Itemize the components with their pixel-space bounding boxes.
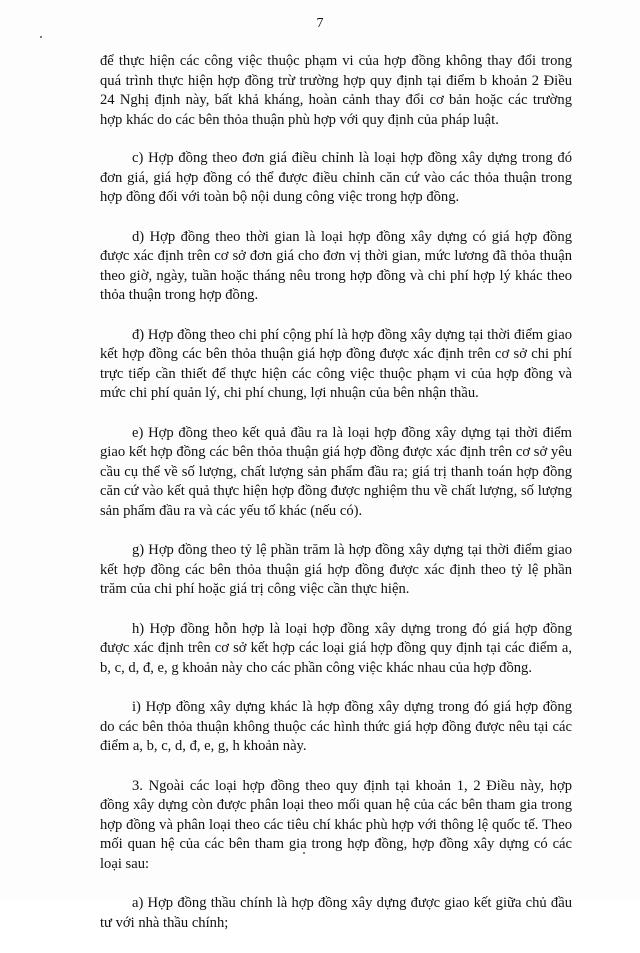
scan-speck — [40, 36, 42, 38]
paragraph-continuation: để thực hiện các công việc thuộc phạm vi của hợp đồng không thay đổi trong quá trình thực hiện hợp đồng trừ trường hợp quy định tại điểm b khoản 2 Điều 24 Nghị định này, bất khả kháng, hoàn cảnh thay đổi cơ bản hoặc các trường hợp khác do các bên thỏa thuận phù hợp với quy định của pháp luật. — [100, 53, 572, 128]
paragraph-e-output-based: e) Hợp đồng theo kết quả đầu ra là loại hợp đồng xây dựng tại thời điểm giao kết hợp đồng các bên thỏa thuận giá hợp đồng được xác định trên cơ sở yêu cầu cụ thể về số lượng, chất lượng sản phẩm đầu ra; giá trị thanh toán hợp đồng căn cứ vào kết quả thực hiện hợp đồng được nghiệm thu về chất lượng, số lượng sản phẩm đầu ra và các yếu tố khác (nếu có). — [100, 424, 572, 519]
paragraph-g-percentage: g) Hợp đồng theo tỷ lệ phần trăm là hợp đồng xây dựng tại thời điểm giao kết hợp đồng các bên thỏa thuận giá hợp đồng được xác định theo tỷ lệ phần trăm của chi phí hoặc giá trị công việc cần thực hiện. — [100, 542, 572, 597]
paragraph-h-mixed: h) Hợp đồng hỗn hợp là loại hợp đồng xây dựng trong đó giá hợp đồng được xác định trên cơ sở kết hợp các loại giá hợp đồng quy định tại các điểm a, b, c, d, đ, e, g khoản này cho các phần công việc khác nhau của hợp đồng. — [100, 620, 572, 676]
document-body — [100, 52, 572, 953]
paragraph-a-main-contract: a) Hợp đồng thầu chính là hợp đồng xây dựng được giao kết giữa chủ đầu tư với nhà thầu chính; — [100, 895, 572, 931]
page-number: 7 — [316, 16, 324, 31]
paragraph-d-time-based: d) Hợp đồng theo thời gian là loại hợp đồng xây dựng có giá hợp đồng được xác định trên cơ sở đơn giá cho đơn vị thời gian, mức lương đã thỏa thuận theo giờ, ngày, tuần hoặc tháng nêu trong hợp đồng và chi phí hợp lý khác theo thỏa thuận trong hợp đồng. — [100, 228, 572, 303]
paragraph-c-adjustable-unit-price: c) Hợp đồng theo đơn giá điều chỉnh là loại hợp đồng xây dựng trong đó đơn giá, giá hợp đồng có thể được điều chỉnh căn cứ vào các thỏa thuận trong hợp đồng đối với toàn bộ nội dung công việc trong hợp đồng. — [100, 150, 572, 205]
paragraph-3-classification: 3. Ngoài các loại hợp đồng theo quy định tại khoản 1, 2 Điều này, hợp đồng xây dựng còn được phân loại theo mối quan hệ của các bên tham gia trong hợp đồng và phân loại theo các tiêu chí khác phù hợp với thông lệ quốc tế. Theo mối quan hệ của các bên tham gia trong hợp đồng, hợp đồng xây dựng có các loại sau: — [100, 777, 572, 872]
paragraph-i-other: i) Hợp đồng xây dựng khác là hợp đồng xây dựng trong đó giá hợp đồng do các bên thỏa thuận không thuộc các hình thức giá hợp đồng được nêu tại các điểm a, b, c, d, đ, e, g, h khoản này. — [100, 699, 572, 754]
paragraph-dd-cost-plus-fee: đ) Hợp đồng theo chi phí cộng phí là hợp đồng xây dựng tại thời điểm giao kết hợp đồng các bên thỏa thuận giá hợp đồng được xác định trên cơ sở chi phí trực tiếp cần thiết để thực hiện các công việc thuộc phạm vi của hợp đồng và mức chi phí quản lý, chi phí chung, lợi nhuận của bên nhận thầu. — [100, 326, 572, 401]
